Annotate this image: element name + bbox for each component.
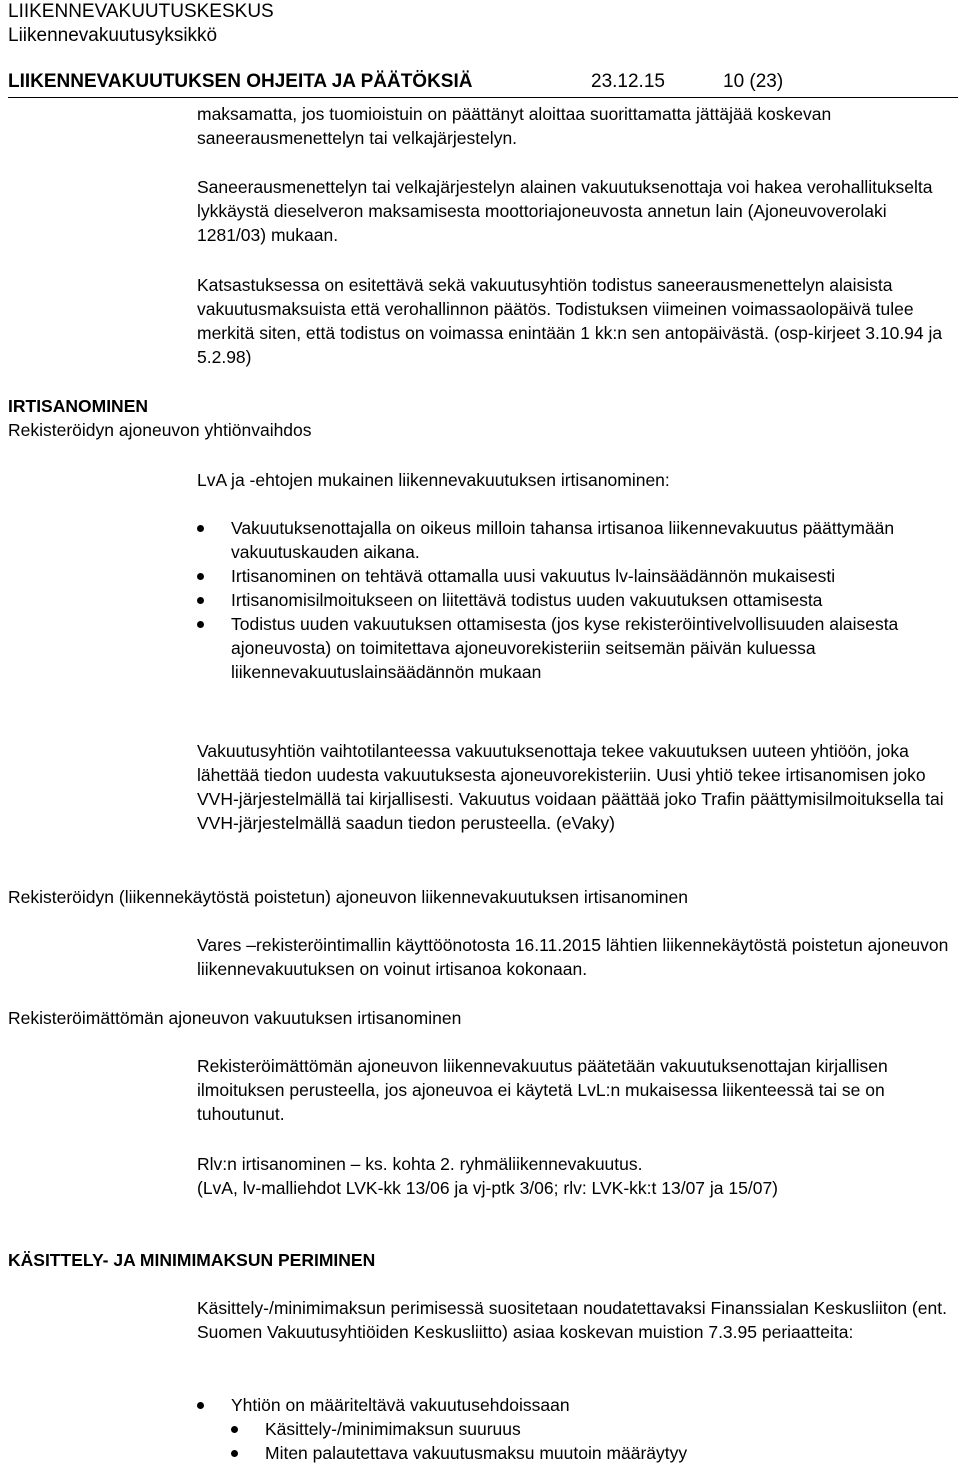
paragraph: Rekisteröimättömän ajoneuvon liikennevakuutus päätetään vakuutuksenottajan kirjallisen ilmoituksen perusteella, jos ajoneuvoa ei käytetä LvL:n mukaisessa liikenteessä tai se on tuhoutunut. bbox=[197, 1056, 888, 1124]
subheading-poistettu: Rekisteröidyn (liikennekäytöstä poistetun) ajoneuvon liikennevakuutuksen irtisanominen bbox=[8, 887, 688, 907]
paragraph: (LvA, lv-malliehdot LVK-kk 13/06 ja vj-ptk 3/06; rlv: LVK-kk:t 13/07 ja 15/07) bbox=[197, 1178, 779, 1198]
list-item-text: Vakuutuksenottajalla on oikeus milloin tahansa irtisanoa liikennevakuutus päättymään vakuutuskauden aikana. bbox=[231, 518, 895, 562]
paragraph: LvA ja -ehtojen mukainen liikennevakuutuksen irtisanominen: bbox=[197, 470, 670, 490]
list-item bbox=[197, 588, 952, 612]
paragraph: Saneerausmenettelyn tai velkajärjestelyn alainen vakuutuksenottaja voi hakea verohallitukselta lykkäystä dieselveron maksamisesta moottoriajoneuvosta annetun lain (Ajoneuvoverolaki 1281/03) mukaan. bbox=[197, 177, 933, 245]
document-title: LIIKENNEVAKUUTUKSEN OHJEITA JA PÄÄTÖKSIÄ bbox=[8, 71, 473, 92]
list-item-text: Yhtiön on määriteltävä vakuutusehdoissaan bbox=[231, 1395, 570, 1415]
bullet-list bbox=[197, 516, 952, 684]
section-heading-kasittely: KÄSITTELY- JA MINIMIMAKSUN PERIMINEN bbox=[8, 1250, 376, 1270]
subheading-rekisteroimaton: Rekisteröimättömän ajoneuvon vakuutuksen irtisanominen bbox=[8, 1008, 462, 1028]
list-item-text: Todistus uuden vakuutuksen ottamisesta (jos kyse rekisteröintivelvollisuuden alaisesta ajoneuvosta) on toimitettava ajoneuvorekisteriin seitsemän päivän kuluessa liikennevakuutuslainsäädännön mukaan bbox=[231, 614, 899, 682]
organization-name: LIIKENNEVAKUUTUSKESKUS bbox=[8, 1, 274, 22]
paragraph: Rlv:n irtisanominen – ks. kohta 2. ryhmäliikennevakuutus. bbox=[197, 1154, 643, 1174]
document-header bbox=[8, 70, 958, 98]
list-item bbox=[231, 1417, 952, 1441]
bullet-icon bbox=[197, 621, 204, 628]
list-item-text: Käsittely-/minimimaksun suuruus bbox=[265, 1419, 521, 1439]
bullet-icon bbox=[231, 1450, 238, 1457]
list-item bbox=[197, 612, 952, 684]
list-item bbox=[197, 1393, 952, 1465]
list-item-text: Irtisanominen on tehtävä ottamalla uusi vakuutus lv-lainsäädännön mukaisesti bbox=[231, 566, 836, 586]
list-item-text: Irtisanomisilmoitukseen on liitettävä todistus uuden vakuutuksen ottamisesta bbox=[231, 590, 823, 610]
bullet-icon bbox=[197, 573, 204, 580]
paragraph: maksamatta, jos tuomioistuin on päättänyt aloittaa suorittamatta jättäjää koskevan saneerausmenettelyn tai velkajärjestelyn. bbox=[197, 104, 832, 148]
page-number: 10 (23) bbox=[723, 71, 784, 92]
bullet-icon bbox=[197, 525, 204, 532]
list-item bbox=[197, 564, 952, 588]
list-item bbox=[231, 1441, 952, 1465]
bullet-icon bbox=[197, 597, 204, 604]
list-item-text: Miten palautettava vakuutusmaksu muutoin määräytyy bbox=[265, 1443, 688, 1463]
document-date: 23.12.15 bbox=[591, 71, 665, 92]
section-heading-irtisanominen: IRTISANOMINEN bbox=[8, 396, 148, 416]
paragraph: Käsittely-/minimimaksun perimisessä suositetaan noudatettavaksi Finanssialan Keskusliiton (ent. Suomen Vakuutusyhtiöiden Keskusliitto) asiaa koskevan muistion 7.3.95 periaatteita: bbox=[197, 1298, 947, 1342]
organization-unit: Liikennevakuutusyksikkö bbox=[8, 25, 218, 46]
paragraph: Vares –rekisteröintimallin käyttöönotosta 16.11.2015 lähtien liikennekäytöstä poistetun ajoneuvon liikennevakuutuksen on voinut irtisanoa kokonaan. bbox=[197, 935, 949, 979]
paragraph: Vakuutusyhtiön vaihtotilanteessa vakuutuksenottaja tekee vakuutuksen uuteen yhtiöön, joka lähettää tiedon uudesta vakuutuksesta ajoneuvorekisteriin. Uusi yhtiö tekee irtisanomisen joko VVH-järjestelmällä tai kirjallisesti. Vakuutus voidaan päättää joko Trafin päättymisilmoituksella tai VVH-järjestelmällä saadun tiedon perusteella. (eVaky) bbox=[197, 741, 944, 833]
sub-bullet-list bbox=[231, 1417, 952, 1465]
bullet-icon bbox=[231, 1426, 238, 1433]
paragraph: Katsastuksessa on esitettävä sekä vakuutusyhtiön todistus saneerausmenettelyn alaisista vakuutusmaksuista että verohallinnon päätös. Todistuksen viimeinen voimassaolopäivä tulee merkitä siten, että todistus on voimassa enintään 1 kk:n sen antopäivästä. (osp-kirjeet 3.10.94 ja 5.2.98) bbox=[197, 275, 943, 367]
bullet-icon bbox=[197, 1402, 204, 1409]
list-item bbox=[197, 516, 952, 564]
subheading-yhtionvaihdos: Rekisteröidyn ajoneuvon yhtiönvaihdos bbox=[8, 420, 312, 440]
bullet-list bbox=[197, 1393, 952, 1465]
